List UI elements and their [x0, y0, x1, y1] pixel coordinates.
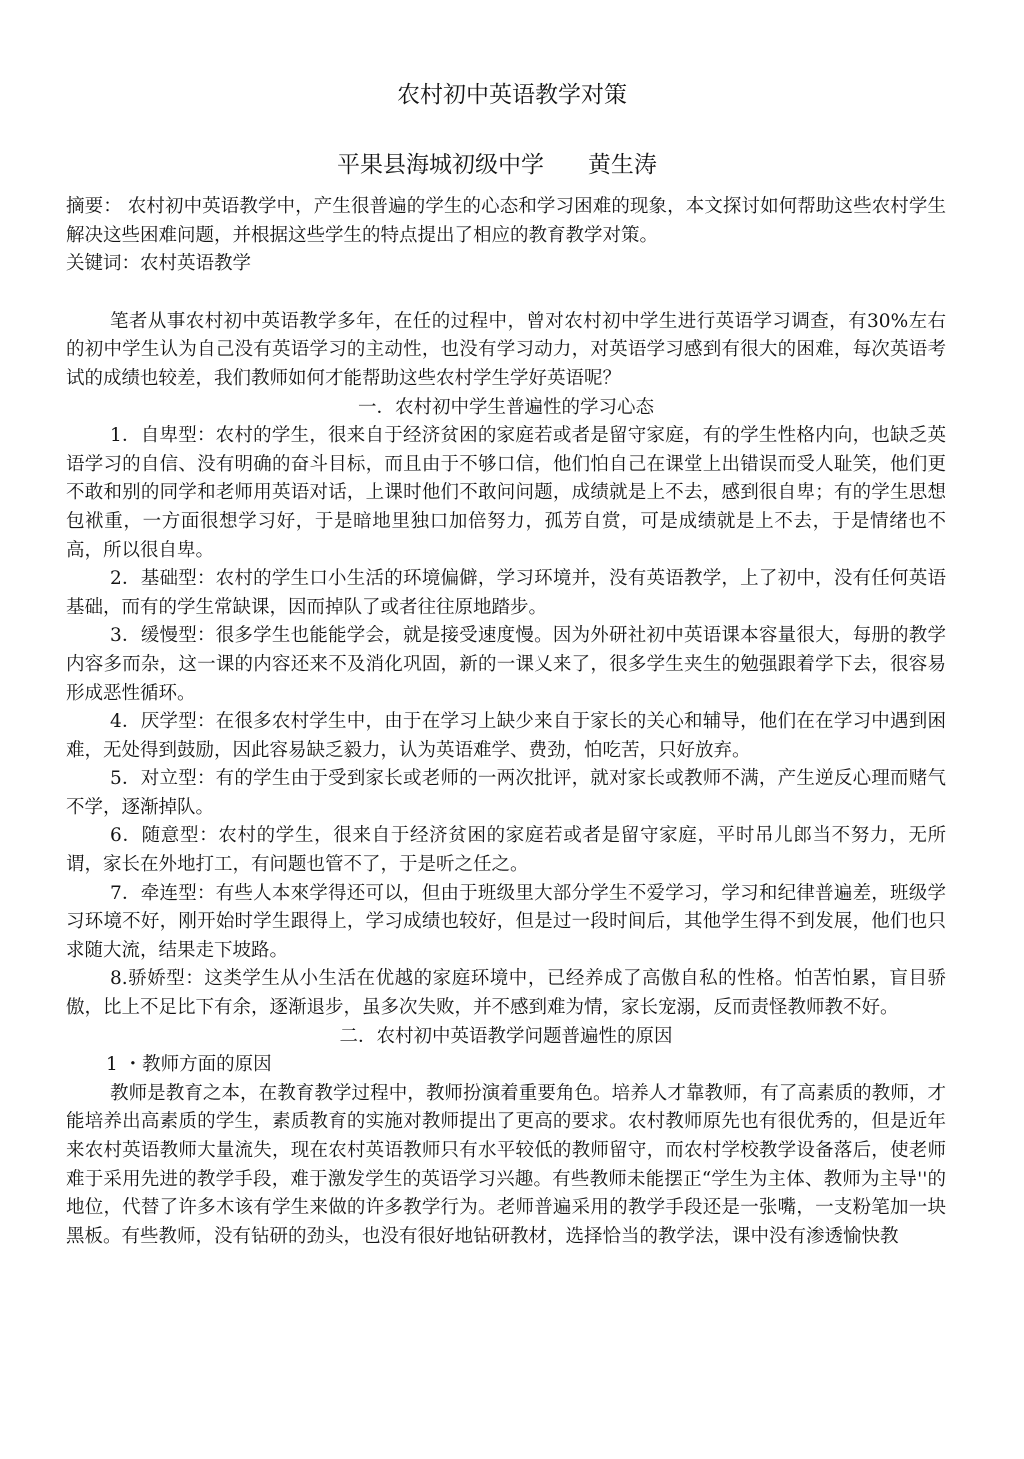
abstract-paragraph: 摘要： 农村初中英语教学中，产生很普遍的学生的心态和学习困难的现象，本文探讨如何帮助这些农村学生解决这些困难问题，并根据这些学生的特点提出了相应的教育教学对策。: [66, 196, 946, 246]
section-1-item: 2．基础型：农村的学生口小生活的环境偏僻，学习环境并，没有英语教学，上了初中，没有任何英语基础，而有的学生常缺课，因而掉队了或者往往原地踏步。: [66, 568, 946, 618]
intro-paragraph: 笔者从事农村初中英语教学多年，在任的过程中，曾对农村初中学生进行英语学习调查，有30%左右的初中学生认为自己没有英语学习的主动性，也没有学习动力，对英语学习感到有很大的困难，每次英语考试的成绩也较差，我们教师如何才能帮助这些农村学生学好英语呢？: [66, 310, 946, 389]
document-title: 农村初中英语教学对策: [397, 82, 627, 108]
section-2-paragraph: 教师是教育之本，在教育教学过程中，教师扮演着重要角色。培养人才靠教师，有了高素质的教师，才能培养出高素质的学生，素质教育的实施对教师提出了更高的要求。农村教师原先也有很优秀的，但是近年来农村英语教师大量流失，现在农村英语教师只有水平较低的教师留守，而农村学校教学设备落后，使老师难于采用先进的教学手段，难于激发学生的英语学习兴趣。有些教师未能摆正“学生为主体、教师为主导''的地位，代替了许多木该有学生来做的许多教学行为。老师普遍采用的教学手段还是一张嘴，一支粉笔加一块黑板。有些教师，没有钻研的劲头，也没有很好地钻研教材，选择恰当的教学法，课中没有渗透愉快教: [66, 1082, 946, 1247]
author-line: 平果县海城初级中学 黄生涛: [337, 152, 657, 178]
section-2-subheading: 1 ・教师方面的原因: [106, 1054, 272, 1076]
section-2-heading: 二．农村初中英语教学问题普遍性的原因: [339, 1025, 673, 1047]
section-1-item: 1．自卑型：农村的学生，很来自于经济贫困的家庭若或者是留守家庭，有的学生性格内向，也缺乏英语学习的自信、没有明确的奋斗目标，而且由于不够口信，他们怕自己在课堂上出错误而受人耻笑，他们更不敢和别的同学和老师用英语对话，上课时他们不敢问问题，成绩就是上不去，感到很自卑；有的学生思想包袱重，一方面很想学习好，于是暗地里独口加倍努力，孤芳自赏，可是成绩就是上不去，于是情绪也不高，所以很自卑。: [66, 425, 946, 561]
section-1-item: 3．缓慢型：很多学生也能能学会，就是接受速度慢。因为外研社初中英语课本容量很大，每册的教学内容多而杂，这一课的内容还来不及消化巩固，新的一课乂来了，很多学生夹生的勉强跟着学下去，很容易形成恶性循环。: [66, 625, 946, 704]
keywords-line: 关键词：农村英语教学: [66, 253, 252, 275]
section-1-item: 4．厌学型：在很多农村学生中，由于在学习上缺少来自于家长的关心和辅导，他们在在学习中遇到困难，无处得到鼓励，因此容易缺乏毅力，认为英语难学、费劲，怕吃苦，只好放弃。: [66, 711, 946, 761]
document-body: [66, 193, 946, 1251]
section-1-heading: 一．农村初中学生普遍性的学习心态: [357, 396, 654, 418]
section-1-item: 8.骄娇型：这类学生从小生活在优越的家庭环境中，已经养成了高傲自私的性格。怕苦怕累，盲目骄傲，比上不足比下有余，逐渐退步，虽多次失败，并不感到难为情，家长宠溺，反而责怪教师教不好。: [66, 968, 946, 1019]
section-1-item: 7．牵连型：有些人本來学得还可以，但由于班级里大部分学生不爱学习，学习和纪律普遍差，班级学习环境不好，刚开始时学生跟得上，学习成绩也较好，但是过一段时间后，其他学生得不到发展，他们也只求随大流，结果走下坡路。: [66, 882, 946, 961]
blank-line: [66, 279, 946, 308]
section-1-item: 6．随意型：农村的学生，很来自于经济贫困的家庭若或者是留守家庭，平时吊儿郎当不努力，无所谓，家长在外地打工，有问题也管不了，于是听之任之。: [66, 825, 946, 876]
section-1-item: 5．对立型：有的学生由于受到家长或老师的一两次批评，就对家长或教师不满，产生逆反心理而赌气不学，逐渐掉队。: [66, 768, 946, 818]
